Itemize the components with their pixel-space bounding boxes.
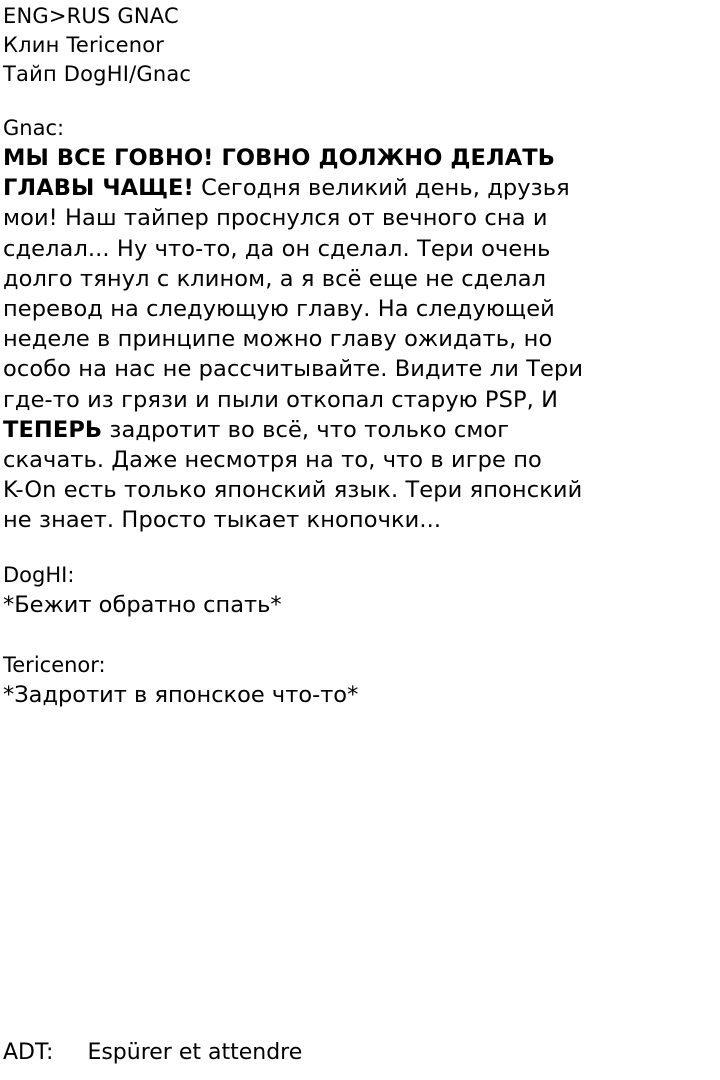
- gnac-emphasis: ГЛАВЫ ЧАЩЕ!: [3, 175, 194, 202]
- tericenor-action: *Задротит в японское что-то*: [3, 682, 359, 708]
- gnac-line: [3, 173, 715, 203]
- gnac-speaker: Gnac:: [3, 116, 65, 140]
- gnac-line: МЫ ВСЕ ГОВНО! ГОВНО ДОЛЖНО ДЕЛАТЬ: [3, 145, 555, 171]
- gnac-line: K-On есть только японский язык. Тери японский: [3, 477, 583, 504]
- gnac-line: особо на нас не рассчитывайте. Видите ли Тери: [3, 356, 584, 383]
- gnac-text: Сегодня великий день, друзья: [193, 175, 570, 202]
- gnac-line: неделе в принципе можно главу ожидать, но: [3, 326, 553, 353]
- credits-block: [3, 2, 703, 89]
- credit-translation: ENG>RUS GNAC: [3, 4, 179, 28]
- credit-typesetter: Тайп DogHI/Gnac: [3, 62, 192, 86]
- gnac-line: где-то из грязи и пыли откопал старую PSP, И: [3, 386, 559, 413]
- tericenor-message: [3, 650, 715, 710]
- tericenor-speaker: Tericenor:: [3, 653, 106, 677]
- gnac-line: перевод на следующую главу. На следующей: [3, 296, 555, 323]
- gnac-message: [3, 113, 715, 536]
- doghi-speaker: DogHI:: [3, 563, 75, 587]
- footer-label: ADT:: [3, 1040, 54, 1065]
- doghi-action: *Бежит обратно спать*: [3, 592, 282, 618]
- credit-cleaner: Клин Tericenor: [3, 33, 165, 57]
- gnac-line: сделал... Ну что-то, да он сделал. Тери очень: [3, 235, 551, 262]
- gnac-text: задротит во всё, что только смог: [102, 416, 510, 443]
- gnac-line: долго тянул с клином, а я всё еще не сделал: [3, 265, 547, 292]
- gnac-line: мои! Наш тайпер проснулся от вечного сна и: [3, 205, 548, 232]
- doghi-message: [3, 560, 715, 620]
- footer-line: [3, 1038, 302, 1068]
- footer-value: Espürer et attendre: [87, 1040, 303, 1065]
- gnac-line: [3, 415, 715, 445]
- gnac-line: скачать. Даже несмотря на то, что в игре по: [3, 447, 542, 474]
- gnac-line: не знает. Просто тыкает кнопочки...: [3, 507, 442, 534]
- gnac-emphasis: ТЕПЕРЬ: [3, 416, 103, 443]
